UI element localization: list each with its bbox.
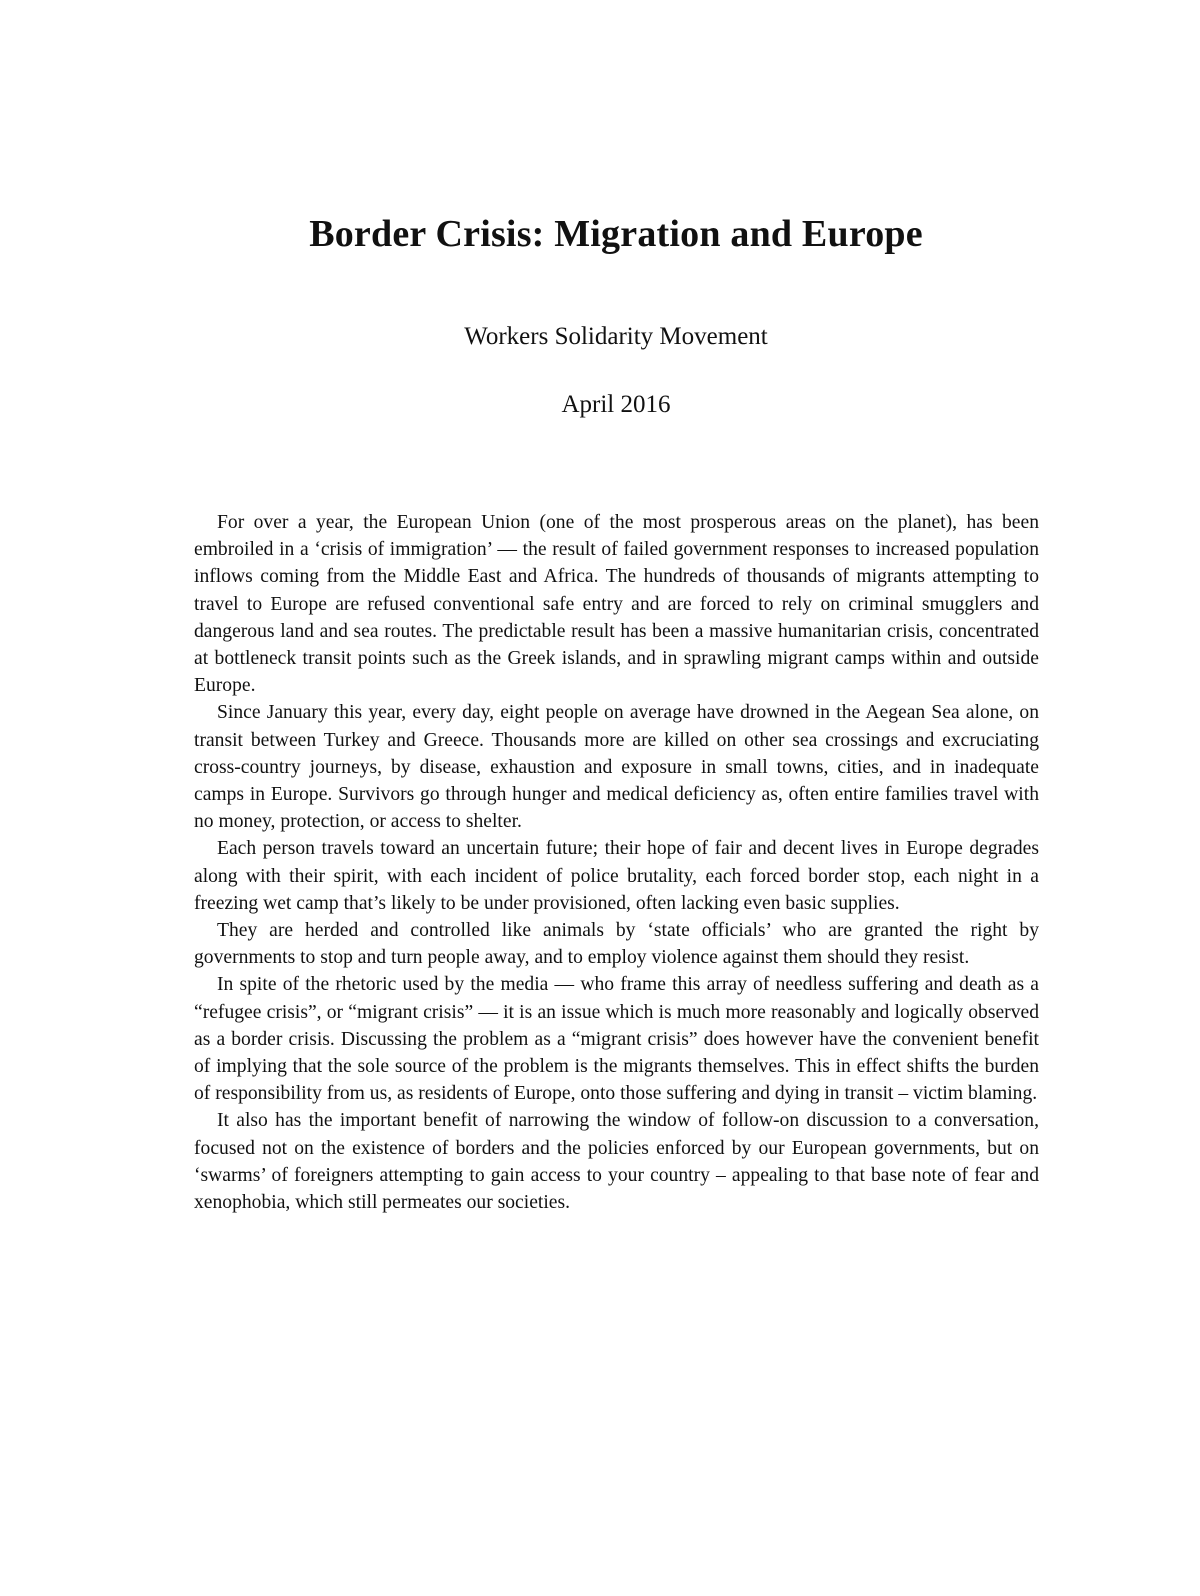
body-paragraph: Each person travels toward an uncertain future; their hope of fair and decent lives in Europe degrades along with their spirit, with each incident of police brutality, each forced border stop, each night in a freezing wet camp that’s likely to be under provisioned, often lacking even basic supplies. [194, 838, 1039, 914]
body-paragraph: It also has the important benefit of narrowing the window of follow-on discussion to a conversation, focused not on the existence of borders and the policies enforced by our European governments, but on ‘swarms’ of foreigners attempting to gain access to your country – appealing to that base note of fear and xenophobia, which still permeates our societies. [194, 1110, 1039, 1214]
body-paragraph: For over a year, the European Union (one of the most prosperous areas on the planet), has been embroiled in a ‘crisis of immigration’ — the result of failed government responses to increased population inflows coming from the Middle East and Africa. The hundreds of thousands of migrants attempting to travel to Europe are refused conventional safe entry and are forced to rely on criminal smugglers and dangerous land and sea routes. The predictable result has been a massive humanitarian crisis, concentrated at bottleneck transit points such as the Greek islands, and in sprawling migrant camps within and outside Europe. [194, 512, 1039, 697]
document-title: Border Crisis: Migration and Europe [309, 213, 923, 255]
document-author: Workers Solidarity Movement [464, 323, 768, 350]
body-paragraph: Since January this year, every day, eight people on average have drowned in the Aegean Sea alone, on transit between Turkey and Greece. Thousands more are killed on other sea crossings and excruciating cross-country journeys, by disease, exhaustion and exposure in small towns, cities, and in inadequate camps in Europe. Survivors go through hunger and medical deficiency as, often entire families travel with no money, protection, or access to shelter. [194, 702, 1039, 833]
document-body [194, 509, 1039, 1216]
body-paragraph: In spite of the rhetoric used by the media — who frame this array of needless suffering and death as a “refugee crisis”, or “migrant crisis” — it is an issue which is much more reasonably and logically observed as a border crisis. Discussing the problem as a “migrant crisis” does however have the convenient benefit of implying that the sole source of the problem is the migrants themselves. This in effect shifts the burden of responsibility from us, as residents of Europe, onto those suffering and dying in transit – victim blaming. [194, 974, 1039, 1105]
document-date: April 2016 [561, 391, 671, 418]
body-paragraph: They are herded and controlled like animals by ‘state officials’ who are granted the right by governments to stop and turn people away, and to employ violence against them should they resist. [194, 920, 1039, 969]
